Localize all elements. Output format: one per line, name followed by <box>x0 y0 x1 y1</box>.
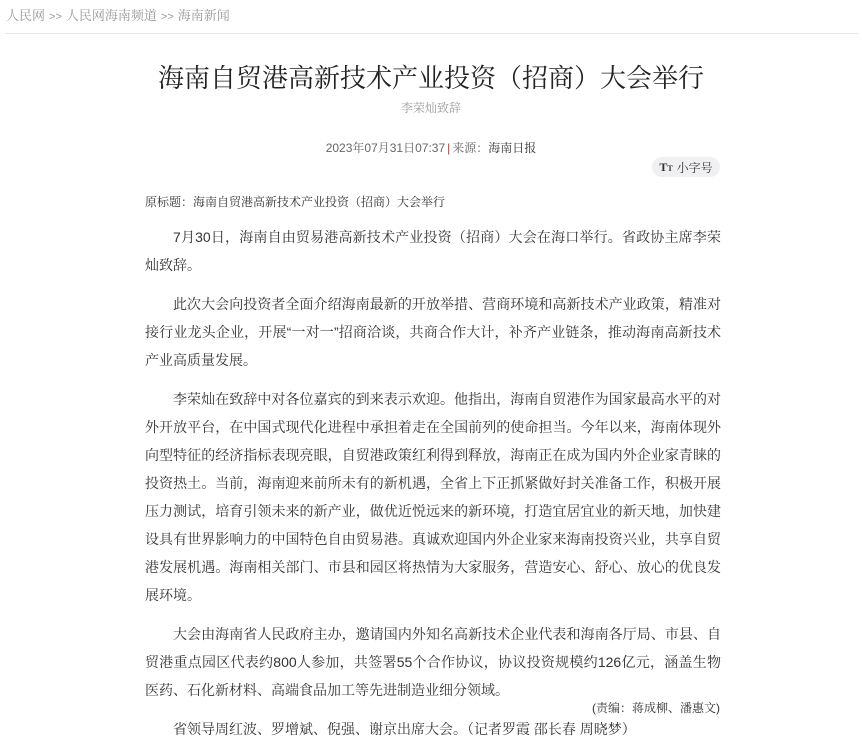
original-title: 原标题：海南自贸港高新技术产业投资（招商）大会举行 <box>145 195 446 209</box>
breadcrumb-separator: >> <box>160 11 174 23</box>
breadcrumb <box>6 5 230 24</box>
header-divider <box>5 33 858 34</box>
article-meta <box>0 139 862 156</box>
source-label: 来源： <box>452 141 489 155</box>
breadcrumb-link-hainan-channel[interactable]: 人民网海南频道 <box>65 8 157 23</box>
paragraph: 省领导周红波、罗增斌、倪强、谢京出席大会。（记者罗霞 邵长春 周晓梦） <box>173 721 636 737</box>
article-title: 海南自贸港高新技术产业投资（招商）大会举行 <box>157 63 704 93</box>
editor-credit: (责编：蒋成柳、潘惠文) <box>592 701 720 715</box>
font-size-label: 小字号 <box>676 160 713 175</box>
paragraph: 此次大会向投资者全面介绍海南最新的开放举措、营商环境和高新技术产业政策，精准对接行业龙头企业，开展“一对一”招商洽谈，共商合作大计，补齐产业链条，推动海南高新技术产业高质量发展。 <box>145 296 721 368</box>
font-size-icon: TT <box>659 159 673 174</box>
breadcrumb-link-hainan-news[interactable]: 海南新闻 <box>177 8 230 23</box>
publish-datetime: 2023年07月31日07:37 <box>325 141 446 155</box>
source-link[interactable]: 海南日报 <box>488 141 537 155</box>
article-body <box>145 223 721 754</box>
font-size-button[interactable] <box>652 157 720 177</box>
article-subtitle: 李荣灿致辞 <box>400 101 461 115</box>
breadcrumb-separator: >> <box>49 11 62 23</box>
paragraph: 7月30日，海南自由贸易港高新技术产业投资（招商）大会在海口举行。省政协主席李荣灿致辞。 <box>145 229 721 273</box>
meta-separator: | <box>447 141 451 155</box>
paragraph: 李荣灿在致辞中对各位嘉宾的到来表示欢迎。他指出，海南自贸港作为国家最高水平的对外开放平台，在中国式现代化进程中承担着走在全国前列的使命担当。今年以来，海南体现外向型特征的经济指标表现亮眼，自贸港政策红利得到释放，海南正在成为国内外企业家青睐的投资热土。当前，海南迎来前所未有的新机遇，全省上下正抓紧做好封关准备工作，积极开展压力测试，培育引领未来的新产业，做优近悦远来的新环境，打造宜居宜业的新天地，加快建设具有世界影响力的中国特色自由贸易港。真诚欢迎国内外企业家来海南投资兴业，共享自贸港发展机遇。海南相关部门、市县和园区将热情为大家服务，营造安心、舒心、放心的优良发展环境。 <box>145 391 721 603</box>
paragraph: 大会由海南省人民政府主办，邀请国内外知名高新技术企业代表和海南各厅局、市县、自贸港重点园区代表约800人参加，共签署55个合作协议，协议投资规模约126亿元，涵盖生物医药、石化新材料、高端食品加工等先进制造业细分领域。 <box>145 626 721 698</box>
breadcrumb-link-people[interactable]: 人民网 <box>6 8 46 23</box>
